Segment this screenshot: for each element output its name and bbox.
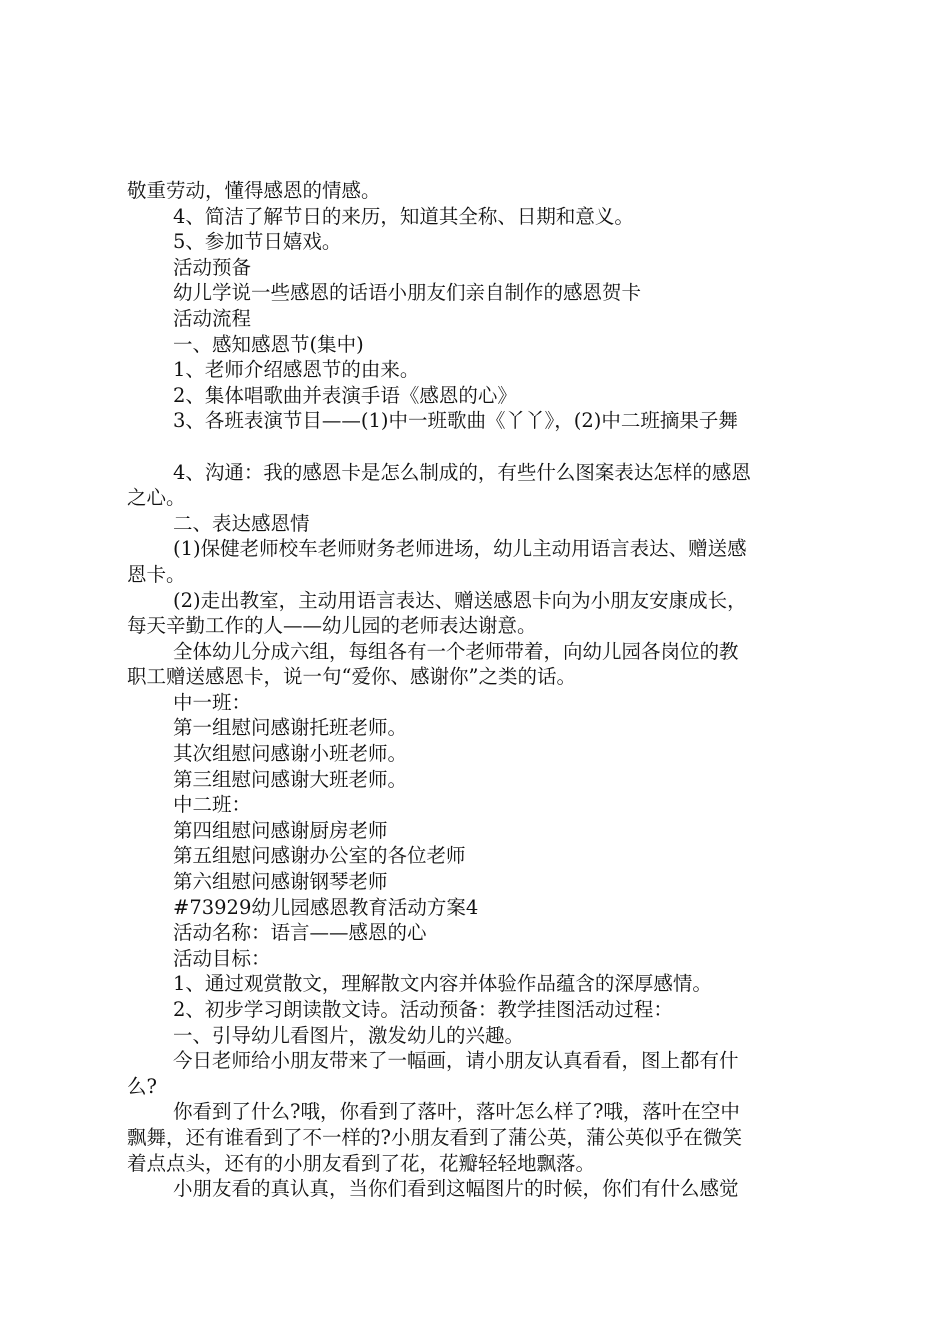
- text-line: 一、引导幼儿看图片，激发幼儿的兴趣。: [173, 1023, 525, 1047]
- text-line: 第四组慰问感谢厨房老师: [173, 818, 388, 842]
- text-line: 每天辛勤工作的人——幼儿园的老师表达谢意。: [127, 614, 537, 638]
- section-heading: 活动预备: [173, 255, 252, 279]
- text-line: 4、沟通：我的感恩卡是怎么制成的，有些什么图案表达怎样的感恩: [173, 460, 751, 484]
- blank-line: [127, 434, 832, 460]
- text-line: 中二班：: [173, 793, 252, 817]
- text-line: 活动目标：: [173, 946, 271, 970]
- text-line: 2、集体唱歌曲并表演手语《感恩的心》: [173, 383, 517, 407]
- text-line: 全体幼儿分成六组，每组各有一个老师带着，向幼儿园各岗位的教: [173, 639, 739, 663]
- text-line: 小朋友看的真认真，当你们看到这幅图片的时候，你们有什么感觉: [173, 1177, 739, 1201]
- text-line: 你看到了什么?哦，你看到了落叶，落叶怎么样了?哦，落叶在空中: [173, 1100, 740, 1124]
- text-line: 敬重劳动，懂得感恩的情感。: [127, 179, 381, 202]
- text-line: 活动名称：语言——感恩的心: [173, 921, 427, 945]
- text-line: 幼儿学说一些感恩的话语小朋友们亲自制作的感恩贺卡: [173, 281, 642, 305]
- text-line: (2)走出教室，主动用语言表达、赠送感恩卡向为小朋友安康成长，: [173, 588, 747, 612]
- text-line: 今日老师给小朋友带来了一幅画，请小朋友认真看看，图上都有什: [173, 1049, 739, 1073]
- text-line: 第一组慰问感谢托班老师。: [173, 716, 408, 740]
- text-line: 一、感知感恩节(集中): [173, 332, 364, 356]
- text-line: 第五组慰问感谢办公室的各位老师: [173, 844, 466, 868]
- text-line: 第六组慰问感谢钢琴老师: [173, 870, 388, 894]
- text-line: 恩卡。: [127, 562, 186, 586]
- document-section-title: #73929幼儿园感恩教育活动方案4: [173, 895, 479, 919]
- text-line: 职工赠送感恩卡，说一句“爱你、感谢你”之类的话。: [127, 665, 576, 689]
- text-line: 2、初步学习朗读散文诗。活动预备：教学挂图活动过程：: [173, 998, 673, 1021]
- text-line: 么?: [127, 1074, 157, 1098]
- text-line: 中一班：: [173, 690, 252, 714]
- text-line: 1、老师介绍感恩节的由来。: [173, 358, 420, 382]
- text-line: 之心。: [127, 486, 186, 510]
- text-line: 第三组慰问感谢大班老师。: [173, 767, 408, 791]
- text-line: 4、简洁了解节日的来历，知道其全称、日期和意义。: [173, 204, 634, 228]
- document-body: [127, 178, 832, 1202]
- text-line: (1)保健老师校车老师财务老师进场，幼儿主动用语言表达、赠送感: [173, 537, 747, 561]
- text-line: 3、各班表演节目——(1)中一班歌曲《丫丫》，(2)中二班摘果子舞: [173, 409, 738, 433]
- section-heading: 二、表达感恩情: [173, 511, 310, 535]
- text-line: 1、通过观赏散文，理解散文内容并体验作品蕴含的深厚感情。: [173, 972, 712, 996]
- text-line: 飘舞，还有谁看到了不一样的?小朋友看到了蒲公英，蒲公英似乎在微笑: [127, 1125, 742, 1149]
- text-line: 5、参加节日嬉戏。: [173, 230, 342, 254]
- section-heading: 活动流程: [173, 306, 252, 330]
- text-line: 其次组慰问感谢小班老师。: [173, 742, 408, 766]
- text-line: 着点点头，还有的小朋友看到了花，花瓣轻轻地飘落。: [127, 1151, 596, 1175]
